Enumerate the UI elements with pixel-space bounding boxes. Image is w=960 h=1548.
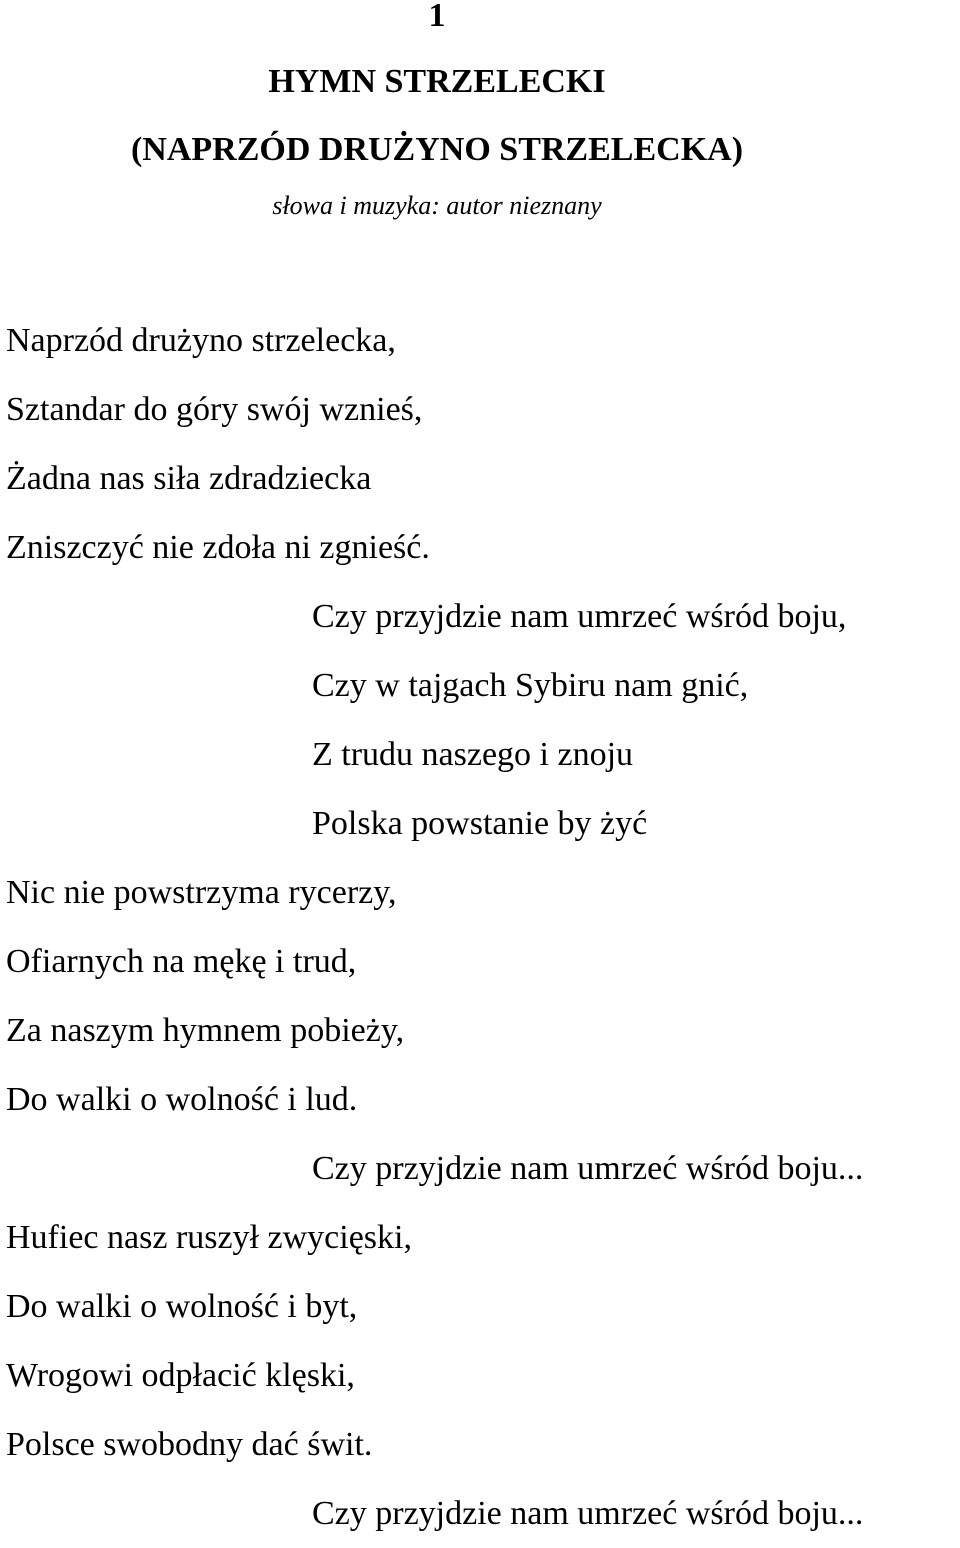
song-credits: słowa i muzyka: autor nieznany (272, 191, 602, 220)
verse-line: Ofiarnych na mękę i trud, (6, 943, 357, 980)
refrain (6, 582, 960, 858)
verse-line: Nic nie powstrzyma rycerzy, (6, 874, 397, 911)
verse-line: Do walki o wolność i byt, (6, 1288, 358, 1325)
verse-line: Polsce swobodny dać świt. (6, 1426, 373, 1463)
refrain-repeat: Czy przyjdzie nam umrzeć wśród boju... (312, 1150, 864, 1187)
stanza-3 (6, 1203, 960, 1479)
stanza-2 (6, 858, 960, 1134)
verse-line: Zniszczyć nie zdoła ni zgnieść. (6, 529, 430, 566)
verse-line: Za naszym hymnem pobieży, (6, 1012, 405, 1049)
stanza-1 (6, 306, 960, 582)
song-title: HYMN STRZELECKI (268, 63, 606, 100)
verse-line: Naprzód drużyno strzelecka, (6, 322, 396, 359)
refrain-repeat: Czy przyjdzie nam umrzeć wśród boju... (312, 1495, 864, 1532)
verse-line: Wrogowi odpłacić klęski, (6, 1357, 355, 1394)
verse-line: Sztandar do góry swój wznieś, (6, 391, 423, 428)
song-subtitle: (NAPRZÓD DRUŻYNO STRZELECKA) (130, 131, 744, 168)
refrain-line: Czy przyjdzie nam umrzeć wśród boju, (312, 598, 847, 635)
refrain-line: Polska powstanie by żyć (312, 805, 648, 842)
verse-line: Do walki o wolność i lud. (6, 1081, 358, 1118)
poem (6, 306, 960, 1548)
refrain-line: Z trudu naszego i znoju (312, 736, 634, 773)
verse-line: Hufiec nasz ruszył zwycięski, (6, 1219, 412, 1256)
page-number: 1 (428, 0, 446, 34)
refrain-line: Czy w tajgach Sybiru nam gnić, (312, 667, 749, 704)
verse-line: Żadna nas siła zdradziecka (6, 460, 372, 497)
